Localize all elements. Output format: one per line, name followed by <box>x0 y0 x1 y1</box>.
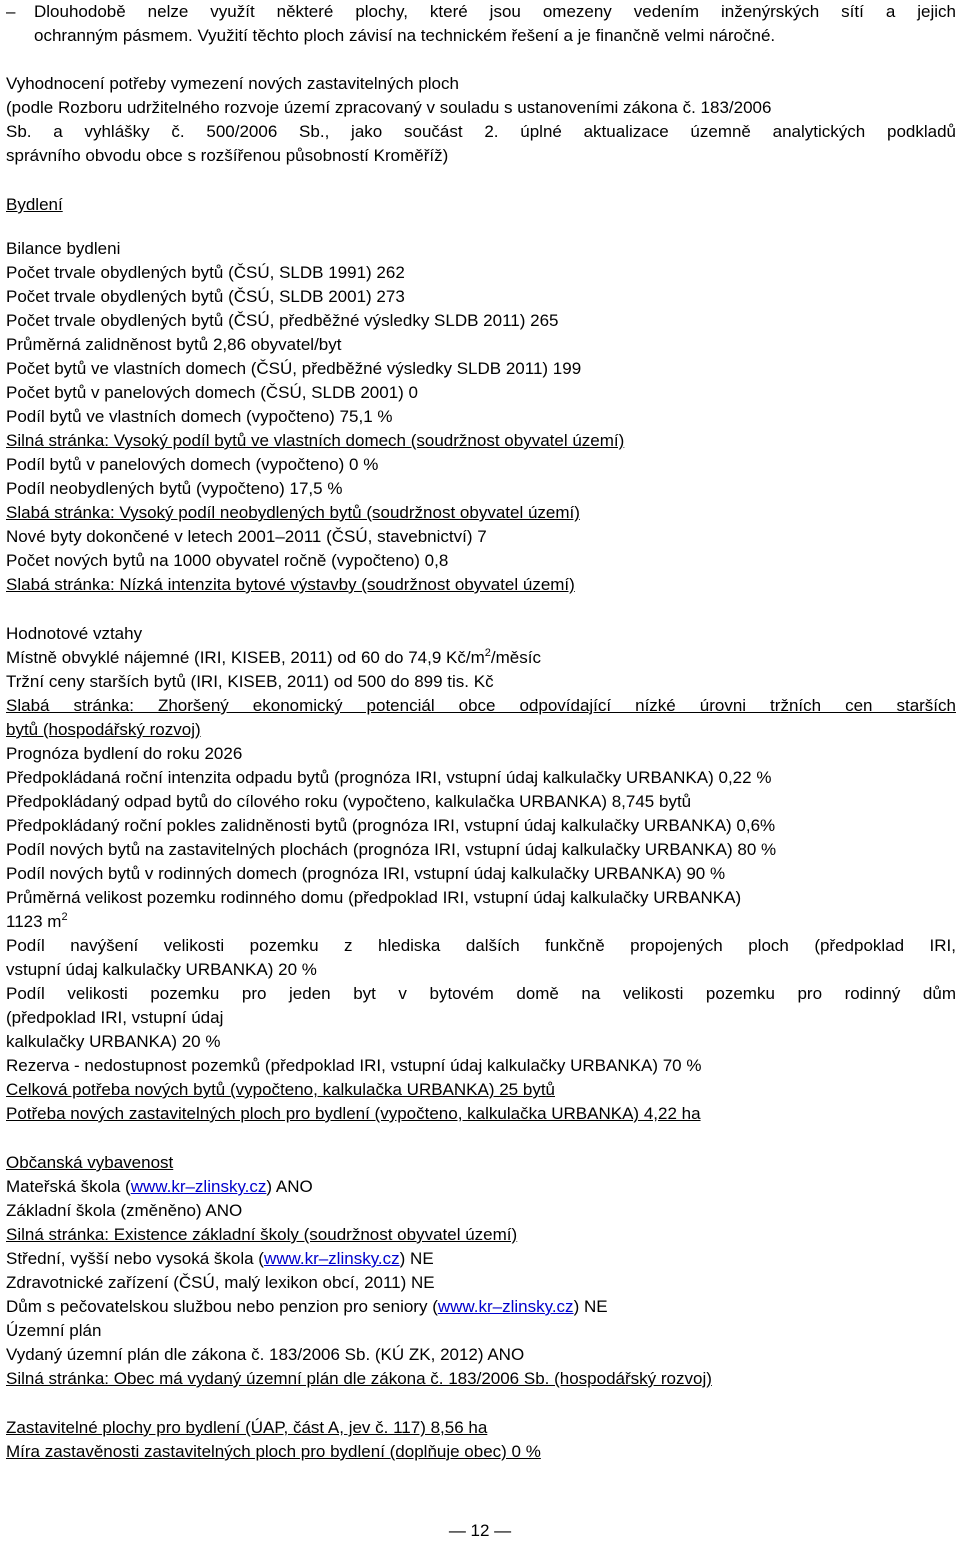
area-need-note: Potřeba nových zastavitelných ploch pro bydlení (vypočteno, kalkulačka URBANKA) 4,22 ha <box>6 1104 701 1123</box>
bydleni-line: Počet bytů ve vlastních domech (ČSÚ, předběžné výsledky SLDB 2011) 199 <box>6 359 582 378</box>
najemne-superscript: 2 <box>484 647 491 659</box>
zz-line: Zdravotnické zařízení (ČSÚ, malý lexikon obcí, 2011) NE <box>6 1273 435 1292</box>
prognoza-line: Podíl nových bytů na zastavitelných plochách (prognóza IRI, vstupní údaj kalkulačky URBANKA) 80 % <box>6 840 777 859</box>
intro-line-2: ochranným pásmem. Využití těchto ploch závisí na technickém řešení a je finančně velmi náročné. <box>34 26 776 45</box>
weakness-note: Slabá stránka: Nízká intenzita bytové výstavby (soudržnost obyvatel území) <box>6 575 575 594</box>
eval-line-4: správního obvodu obce s rozšířenou působností Kroměříž) <box>6 146 449 165</box>
dps-text: Dům s pečovatelskou službou nebo penzion pro seniory ( <box>6 1297 438 1316</box>
najemne-text: Místně obvyklé nájemné (IRI, KISEB, 2011) od 60 do 74,9 Kč/m <box>6 648 485 667</box>
dps-answer: ) NE <box>573 1297 608 1316</box>
prognoza-line: Podíl nových bytů v rodinných domech (prognóza IRI, vstupní údaj kalkulačky URBANKA) 90 % <box>6 864 726 883</box>
intro-dash: – <box>6 2 16 21</box>
prognoza-line: (předpoklad IRI, vstupní údaj <box>6 1008 224 1027</box>
ss-text: Střední, vyšší nebo vysoká škola ( <box>6 1249 264 1268</box>
pozemek-area-line <box>6 910 68 934</box>
zastavitelne-plochy-line: Zastavitelné plochy pro bydlení (ÚAP, část A, jev č. 117) 8,56 ha <box>6 1418 488 1437</box>
bydleni-line: Počet trvale obydlených bytů (ČSÚ, SLDB 1991) 262 <box>6 263 405 282</box>
prognoza-line: Předpokládaná roční intenzita odpadu bytů (prognóza IRI, vstupní údaj kalkulačky URBANKA) 0,22 % <box>6 768 772 787</box>
bilance-heading: Bilance bydleni <box>6 239 121 258</box>
najemne-line <box>6 646 541 670</box>
ss-line <box>6 1247 434 1271</box>
prognoza-line: Rezerva - nedostupnost pozemků (předpoklad IRI, vstupní údaj kalkulačky URBANKA) 70 % <box>6 1056 702 1075</box>
hodnotove-heading: Hodnotové vztahy <box>6 624 143 643</box>
prognoza-line: kalkulačky URBANKA) 20 % <box>6 1032 221 1051</box>
total-need-note: Celková potřeba nových bytů (vypočteno, kalkulačka URBANKA) 25 bytů <box>6 1080 555 1099</box>
ms-text: Mateřská škola ( <box>6 1177 131 1196</box>
najemne-unit: /měsíc <box>490 648 541 667</box>
mira-zastavenosti-line: Míra zastavěnosti zastavitelných ploch pro bydlení (doplňuje obec) 0 % <box>6 1442 541 1461</box>
prognoza-line: Podíl velikosti pozemku pro jeden byt v bytovém domě na velikosti pozemku pro rodinný dům <box>6 984 956 1003</box>
prognoza-line: Předpokládaný roční pokles zalidněnosti bytů (prognóza IRI, vstupní údaj kalkulačky URBANKA) 0,6% <box>6 816 776 835</box>
prognoza-line: Průměrná velikost pozemku rodinného domu (předpoklad IRI, vstupní údaj kalkulačky URBANKA) <box>6 888 742 907</box>
section-heading-bydleni: Bydlení <box>6 195 63 214</box>
prognoza-line: Podíl navýšení velikosti pozemku z hlediska dalších funkčně propojených ploch (předpoklad IRI, <box>6 936 956 955</box>
ms-answer: ) ANO <box>266 1177 313 1196</box>
weakness-note-cont: bytů (hospodářský rozvoj) <box>6 720 201 739</box>
ms-line <box>6 1175 313 1199</box>
prognoza-heading: Prognóza bydlení do roku 2026 <box>6 744 243 763</box>
bydleni-line: Průměrná zalidněnost bytů 2,86 obyvatel/byt <box>6 335 342 354</box>
bydleni-line: Podíl bytů v panelových domech (vypočteno) 0 % <box>6 455 379 474</box>
page-number: — 12 — <box>448 1521 512 1540</box>
vydany-line: Vydaný územní plán dle zákona č. 183/2006 Sb. (KÚ ZK, 2012) ANO <box>6 1345 525 1364</box>
dps-line <box>6 1295 608 1319</box>
obcanska-heading: Občanská vybavenost <box>6 1153 174 1172</box>
dps-link[interactable]: www.kr–zlinsky.cz <box>437 1297 574 1316</box>
pozemek-area-text: 1123 m <box>6 912 62 931</box>
zs-line: Základní škola (změněno) ANO <box>6 1201 243 1220</box>
strength-note: Silná stránka: Existence základní školy (soudržnost obyvatel území) <box>6 1225 518 1244</box>
intro-line-1: Dlouhodobě nelze využít některé plochy, které jsou omezeny vedením inženýrských sítí a jejich <box>34 2 956 21</box>
eval-line-3: Sb. a vyhlášky č. 500/2006 Sb., jako součást 2. úplné aktualizace územně analytických podkladů <box>6 122 956 141</box>
bydleni-line: Nové byty dokončené v letech 2001–2011 (ČSÚ, stavebnictví) 7 <box>6 527 487 546</box>
up-heading: Územní plán <box>6 1321 102 1340</box>
prognoza-line: vstupní údaj kalkulačky URBANKA) 20 % <box>6 960 317 979</box>
strength-note: Silná stránka: Obec má vydaný územní plán dle zákona č. 183/2006 Sb. (hospodářský rozvoj) <box>6 1369 712 1388</box>
strength-note: Silná stránka: Vysoký podíl bytů ve vlastních domech (soudržnost obyvatel území) <box>6 431 625 450</box>
bydleni-line: Podíl neobydlených bytů (vypočteno) 17,5 % <box>6 479 343 498</box>
ms-link[interactable]: www.kr–zlinsky.cz <box>130 1177 267 1196</box>
prognoza-line: Předpokládaný odpad bytů do cílového roku (vypočteno, kalkulačka URBANKA) 8,745 bytů <box>6 792 692 811</box>
bydleni-line: Počet bytů v panelových domech (ČSÚ, SLDB 2001) 0 <box>6 383 418 402</box>
pozemek-area-superscript: 2 <box>61 911 68 923</box>
bydleni-line: Počet trvale obydlených bytů (ČSÚ, SLDB 2001) 273 <box>6 287 405 306</box>
eval-line-2: (podle Rozboru udržitelného rozvoje území zpracovaný v souladu s ustanoveními zákona č. 183/2006 <box>6 98 772 117</box>
ss-answer: ) NE <box>399 1249 434 1268</box>
bydleni-line: Podíl bytů ve vlastních domech (vypočteno) 75,1 % <box>6 407 393 426</box>
weakness-note: Slabá stránka: Zhoršený ekonomický potenciál obce odpovídající nízké úrovni tržních cen starších <box>6 696 956 715</box>
weakness-note: Slabá stránka: Vysoký podíl neobydlených bytů (soudržnost obyvatel území) <box>6 503 580 522</box>
trzni-line: Tržní ceny starších bytů (IRI, KISEB, 2011) od 500 do 899 tis. Kč <box>6 672 494 691</box>
bydleni-line: Počet trvale obydlených bytů (ČSÚ, předběžné výsledky SLDB 2011) 265 <box>6 311 559 330</box>
bydleni-line: Počet nových bytů na 1000 obyvatel ročně (vypočteno) 0,8 <box>6 551 449 570</box>
eval-heading: Vyhodnocení potřeby vymezení nových zastavitelných ploch <box>6 74 459 93</box>
ss-link[interactable]: www.kr–zlinsky.cz <box>263 1249 400 1268</box>
